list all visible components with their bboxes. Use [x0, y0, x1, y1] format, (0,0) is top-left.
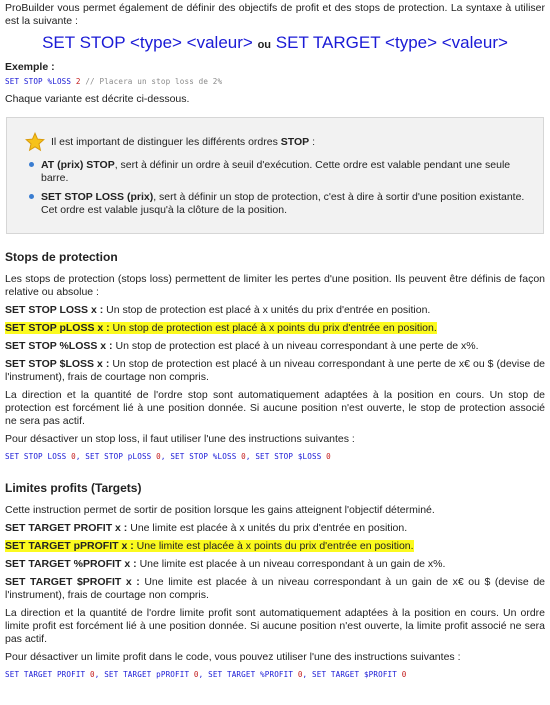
example-code-keyword: SET STOP %LOSS	[5, 77, 72, 86]
target-def-profit: SET TARGET PROFIT x : Une limite est placée à x unités du prix d'entrée en position.	[5, 522, 408, 534]
stops-intro: Les stops de protection (stops loss) permettent de limiter les pertes d'une position. Ils peuvent être définis de façon relative ou absolue :	[5, 273, 545, 298]
note-header-text: Il est important de distinguer les différents ordres STOP :	[51, 136, 316, 148]
stop-def-pctloss: SET STOP %LOSS x : Un stop de protection est placé à un niveau correspondant à une perte de x%.	[5, 340, 479, 352]
targets-section	[5, 481, 545, 681]
stops-code-line: SET STOP LOSS 0, SET STOP pLOSS 0, SET STOP %LOSS 0, SET STOP $LOSS 0	[5, 452, 331, 461]
star-icon	[25, 132, 45, 152]
example-label: Exemple :	[5, 61, 55, 73]
note-header	[21, 132, 529, 152]
syntax-target: SET TARGET <type> <valeur>	[275, 33, 508, 52]
example-code-number: 2	[75, 77, 81, 86]
stops-paragraph: La direction et la quantité de l'ordre stop sont automatiquement adaptées à la position en cours. Un stop de protection est forcément lié à une position donnée. Si aucune position n'est ouverte, le stop de protection associé ne sera pas actif.	[5, 389, 545, 427]
targets-paragraph: La direction et la quantité de l'ordre limite profit sont automatiquement adaptées à la position en cours. Un ordre limite profit est forcément lié à une position donnée. Si aucune position n'est ouverte, la limite profit associé ne sera pas actif.	[5, 607, 545, 645]
targets-title: Limites profits (Targets)	[5, 481, 142, 495]
syntax-line	[5, 33, 545, 55]
note-list	[21, 159, 529, 217]
stop-def-dolloss: SET STOP $LOSS x : Un stop de protection est placé à un niveau correspondant à une perte de x€ ou $ (devise de l'instrument), frais de courtage non compris.	[5, 358, 546, 383]
note-item: AT (prix) STOP, sert à définir un ordre à seuil d'exécution. Cette ordre est valable pendant une seule barre.	[41, 159, 529, 185]
note-item: SET STOP LOSS (prix), sert à définir un stop de protection, c'est à dire à sortir d'une position existante. Cet ordre est valable jusqu'à la clôture de la position.	[41, 191, 529, 217]
example-code	[5, 76, 545, 88]
targets-code-line: SET TARGET PROFIT 0, SET TARGET pPROFIT 0, SET TARGET %PROFIT 0, SET TARGET $PROFIT 0	[5, 670, 407, 679]
target-def-dolprofit: SET TARGET $PROFIT x : Une limite est placée à un niveau correspondant à un gain de x€ ou $ (devise de l'instrument), frais de courtage non compris.	[5, 576, 546, 601]
targets-disable-text: Pour désactiver un limite profit dans le code, vous pouvez utiliser l'une des instructions suivantes :	[5, 651, 461, 663]
bullet-dot-icon	[29, 162, 34, 167]
intro-paragraph: ProBuilder vous permet également de définir des objectifs de profit et des stops de protection. La syntaxe à utiliser est la suivante :	[5, 2, 545, 27]
syntax-stop: SET STOP <type> <valeur>	[42, 33, 253, 52]
target-def-pctprofit: SET TARGET %PROFIT x : Une limite est placée à un niveau correspondant à un gain de x%.	[5, 558, 446, 570]
example-code-comment: // Placera un stop loss de 2%	[85, 77, 223, 86]
stops-disable-text: Pour désactiver un stop loss, il faut utiliser l'une des instructions suivantes :	[5, 433, 355, 445]
note-box	[6, 117, 544, 234]
stops-section	[5, 250, 545, 463]
stop-def-ploss: SET STOP pLOSS x : Un stop de protection est placé à x points du prix d'entrée en position.	[5, 322, 437, 334]
variant-text: Chaque variante est décrite ci-dessous.	[5, 93, 190, 105]
stop-def-loss: SET STOP LOSS x : Un stop de protection est placé à x unités du prix d'entrée en position.	[5, 304, 431, 316]
syntax-or: ou	[257, 39, 272, 51]
targets-intro: Cette instruction permet de sortir de position lorsque les gains atteignent l'objectif déterminé.	[5, 504, 435, 516]
bullet-dot-icon	[29, 194, 34, 199]
stops-title: Stops de protection	[5, 250, 118, 264]
target-def-pprofit: SET TARGET pPROFIT x : Une limite est placée à x points du prix d'entrée en position.	[5, 540, 414, 552]
